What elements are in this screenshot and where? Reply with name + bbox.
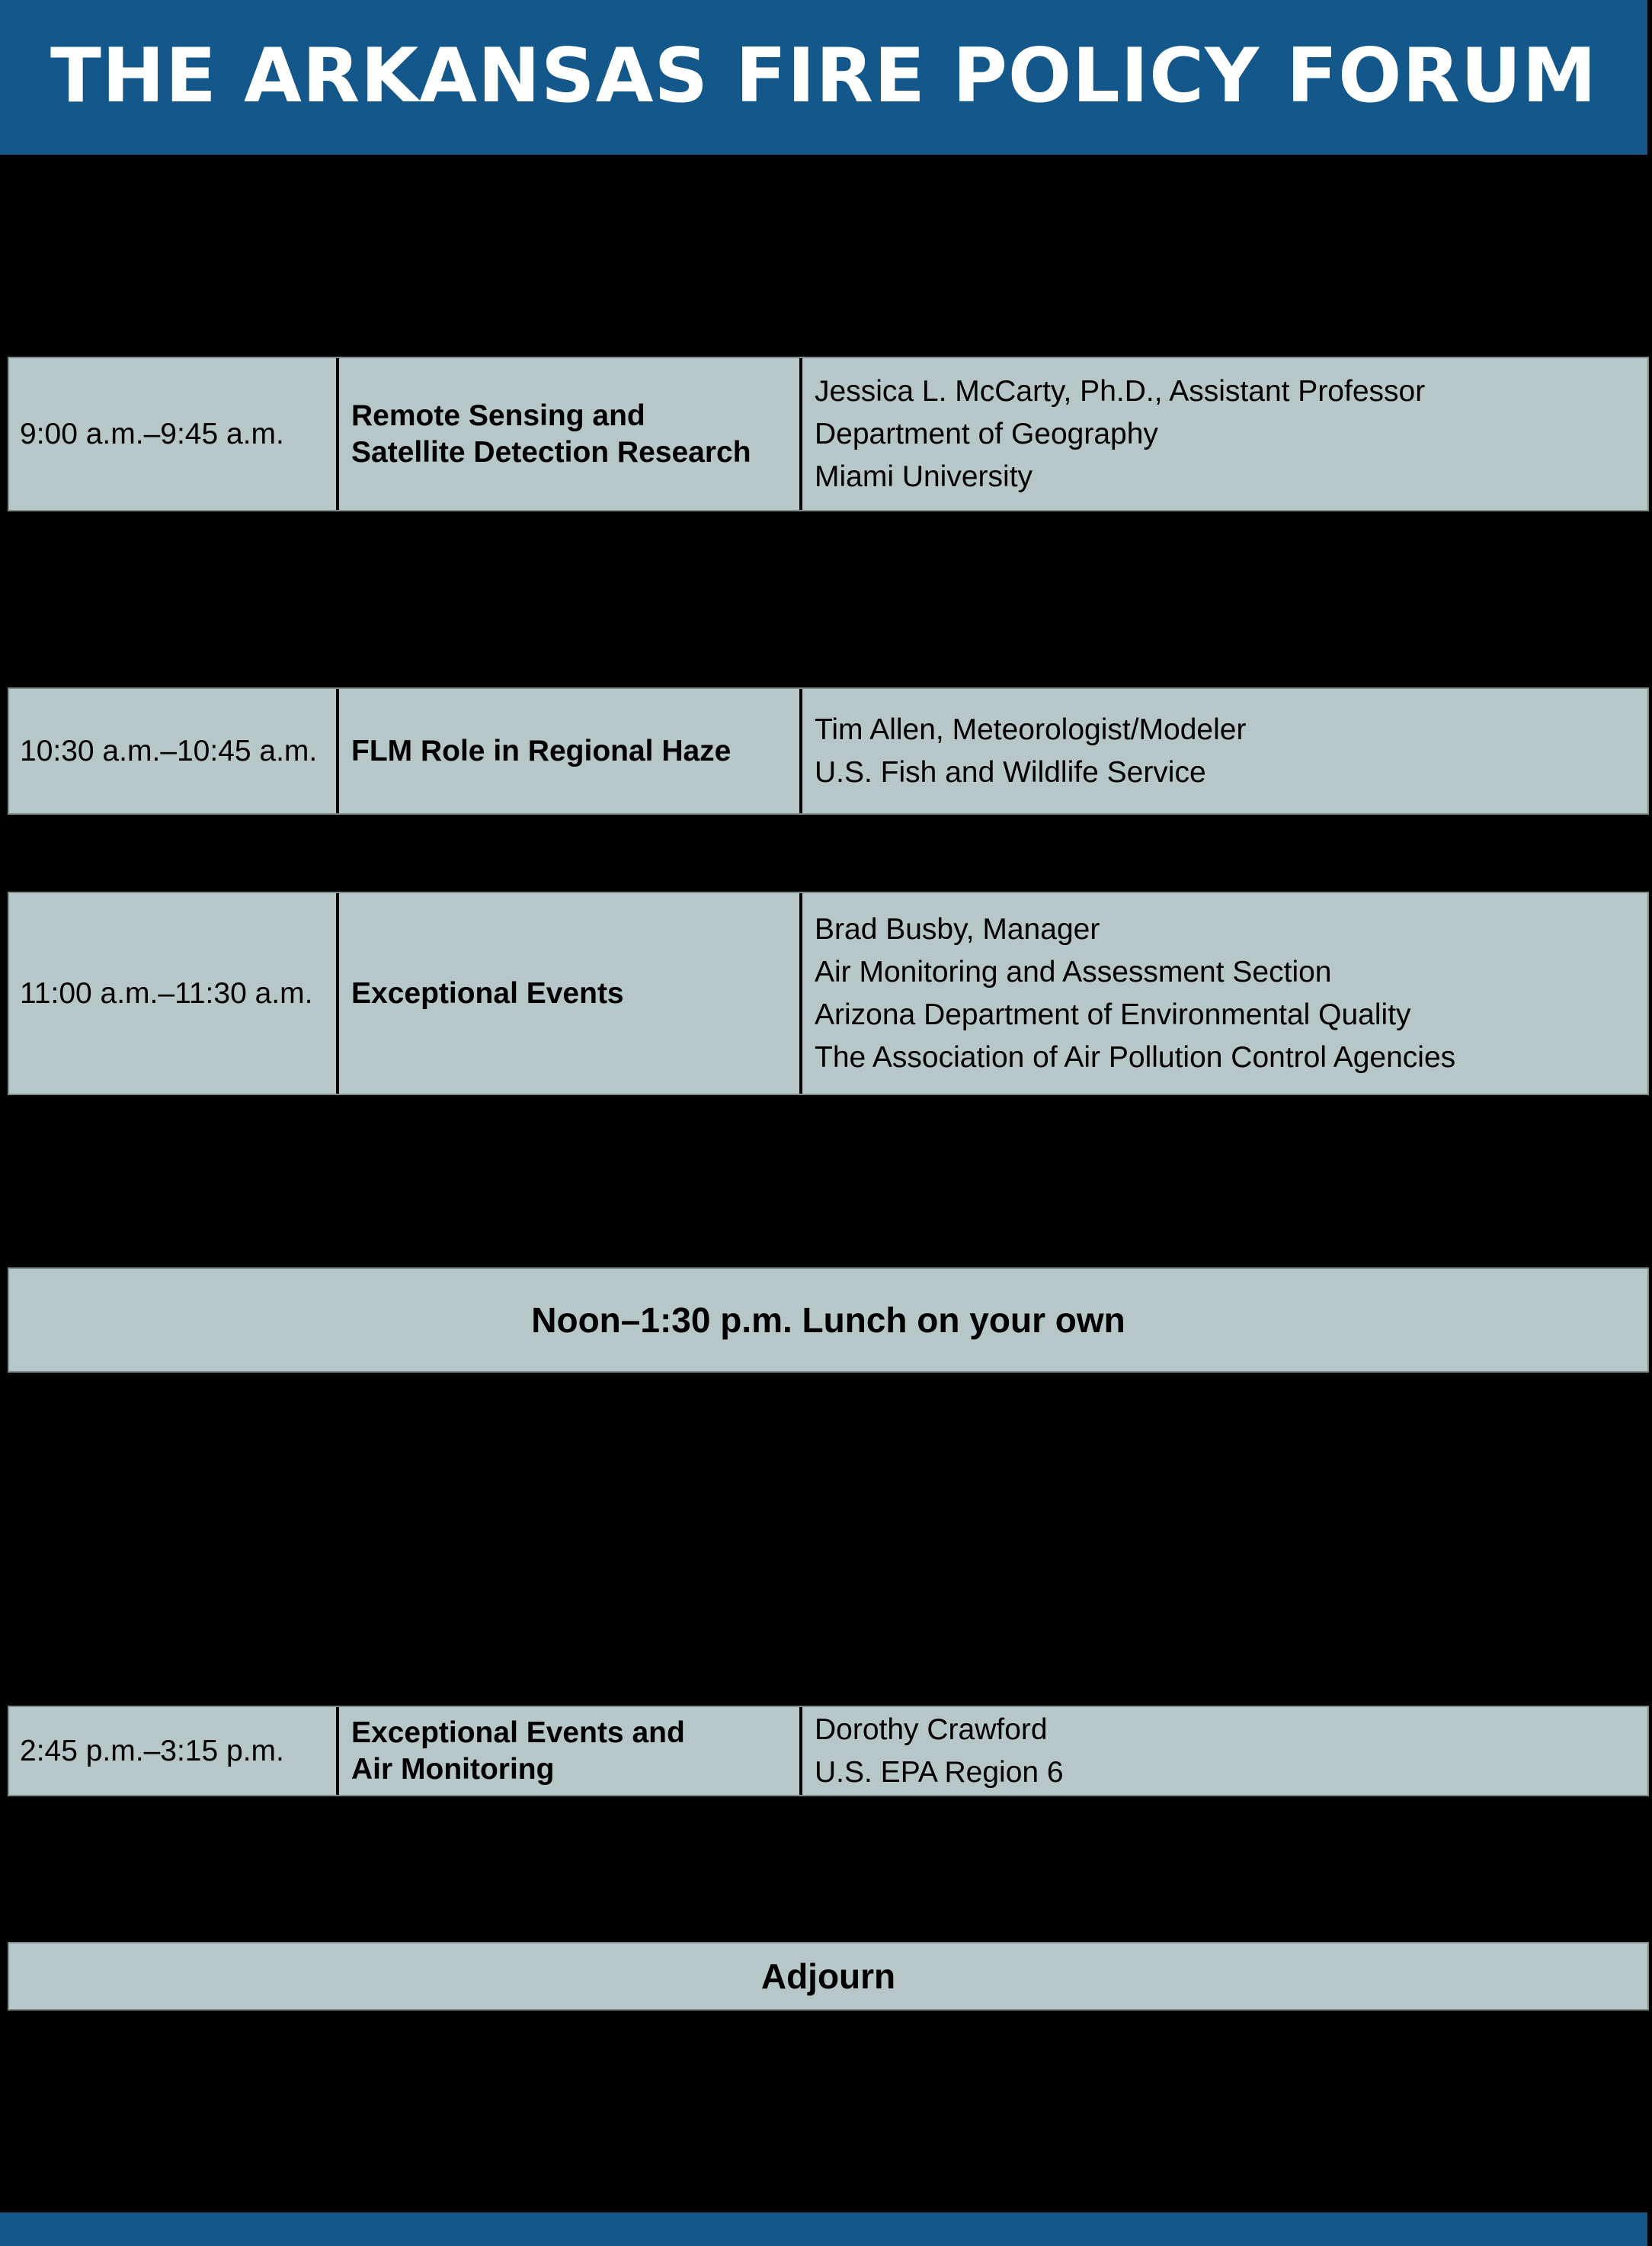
footer-bar xyxy=(0,2212,1647,2246)
schedule-row xyxy=(8,1706,1649,1796)
session-title xyxy=(339,358,802,510)
speaker-name: Tim Allen, Meteorologist/Modeler xyxy=(815,713,1247,746)
session-speaker-details xyxy=(802,893,1647,1094)
speaker-name: Jessica L. McCarty, Ph.D., Assistant Professor xyxy=(815,374,1426,408)
session-speaker-details xyxy=(802,358,1647,510)
adjourn-banner: Adjourn xyxy=(8,1942,1649,2011)
session-title-line: Exceptional Events xyxy=(351,976,624,1010)
session-title-line: Air Monitoring xyxy=(351,1752,555,1786)
speaker-department: Arizona Department of Environmental Quality xyxy=(815,998,1411,1031)
schedule-row xyxy=(8,892,1649,1095)
schedule-row xyxy=(8,357,1649,511)
session-title xyxy=(339,689,802,813)
speaker-section: Air Monitoring and Assessment Section xyxy=(815,955,1332,988)
session-title-line: Remote Sensing and xyxy=(351,399,645,432)
session-title-line: Exceptional Events and xyxy=(351,1716,685,1749)
session-time: 11:00 a.m.–11:30 a.m. xyxy=(9,893,339,1094)
session-time: 2:45 p.m.–3:15 p.m. xyxy=(9,1707,339,1795)
session-time: 9:00 a.m.–9:45 a.m. xyxy=(9,358,339,510)
session-speaker-details xyxy=(802,1707,1647,1795)
page-title: THE ARKANSAS FIRE POLICY FORUM xyxy=(50,32,1597,120)
session-title xyxy=(339,1707,802,1795)
session-time: 10:30 a.m.–10:45 a.m. xyxy=(9,689,339,813)
speaker-department: Department of Geography xyxy=(815,417,1158,450)
session-title-line: Satellite Detection Research xyxy=(351,435,751,469)
speaker-organization: U.S. Fish and Wildlife Service xyxy=(815,755,1206,789)
speaker-name: Brad Busby, Manager xyxy=(815,912,1100,946)
lunch-banner: Noon–1:30 p.m. Lunch on your own xyxy=(8,1267,1649,1373)
speaker-organization: Miami University xyxy=(815,460,1033,493)
header-bar xyxy=(0,0,1647,155)
schedule-row xyxy=(8,687,1649,815)
session-title xyxy=(339,893,802,1094)
speaker-organization: The Association of Air Pollution Control Agencies xyxy=(815,1040,1456,1074)
session-title-line: FLM Role in Regional Haze xyxy=(351,734,732,767)
speaker-name: Dorothy Crawford xyxy=(815,1713,1048,1746)
session-speaker-details xyxy=(802,689,1647,813)
speaker-organization: U.S. EPA Region 6 xyxy=(815,1755,1064,1789)
